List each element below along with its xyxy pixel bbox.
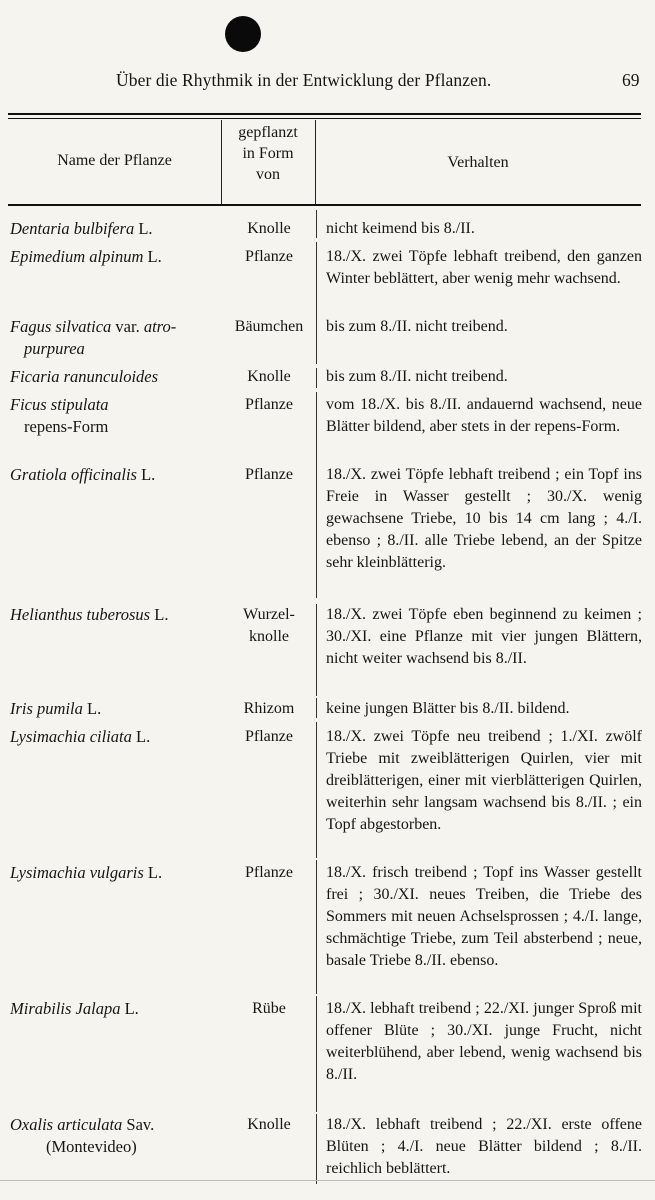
plant-behavior: 18./X. lebhaft treibend ; 22./XI. erste offene Blüten ; 4./I. neue Blätter bildend ; 8./II. reichlich beblättert. [326,1116,642,1177]
plant-form: Pflanze [245,728,293,745]
table-row [0,464,655,604]
plant-behavior: bis zum 8./II. nicht treibend. [326,368,508,385]
table-row [0,394,655,464]
column-divider [316,392,317,464]
table-row [0,998,655,1112]
column-divider [316,604,317,696]
table-top-rule [8,113,641,115]
page-title: Über die Rhythmik in der Entwicklung der Pflanzen. [116,70,492,90]
column-header-form-line: von [256,166,280,183]
plant-name: Oxalis articulata Sav. (Montevideo) [10,1115,155,1156]
table-top-rule-thin [8,118,641,119]
plant-form: Rhizom [243,700,295,717]
column-divider [316,1114,317,1184]
table-row [0,604,655,696]
plant-form: Bäumchen [234,318,304,335]
column-divider [221,120,222,204]
plant-name: Fagus silvatica var. atro- purpurea [10,317,177,358]
plant-behavior: 18./X. lebhaft treibend ; 22./XI. junger Sproß mit offener Blüte ; 30./XI. junge Frucht, nicht weiterblühend, aber lebend, wenig wachsend bis 8./II. [326,1000,642,1083]
column-divider [316,996,317,1112]
plant-form: Pflanze [245,466,293,483]
table-row [0,366,655,390]
table-row [0,218,655,242]
header-bottom-rule [8,204,641,206]
plant-form: Rübe [252,1000,286,1017]
plant-name: Dentaria bulbifera L. [10,219,153,238]
table-row [0,726,655,862]
plant-behavior: 18./X. frisch treibend ; Topf ins Wasser gestellt frei ; 30./XI. neues Treiben, die Triebe des Sommers mit neuen Achselsprossen ; 4./I. lange, schmächtige Triebe, zum Teil absterbend ; neue, basale Triebe 8./II. ebenso. [326,864,642,969]
plant-form: Wurzel-knolle [243,606,295,645]
column-divider [316,860,317,994]
page-number: 69 [622,70,640,90]
plant-behavior: 18./X. zwei Töpfe neu treibend ; 1./XI. zwölf Triebe mit zweiblätterigen Quirlen, vier mit dreiblätterigen, einer mit vierblätterigen Quirlen, weiterhin sehr langsam wachsend bis 8./II. ; ein Topf abgestorben. [326,728,642,833]
plant-name: Epimedium alpinum L. [10,247,162,266]
column-divider [316,210,317,238]
punch-hole [225,16,261,52]
table-row [0,1114,655,1184]
plant-name: Iris pumila L. [10,699,102,718]
page-bottom-edge [0,1180,655,1181]
plant-name: Helianthus tuberosus L. [10,605,169,624]
table-row [0,246,655,316]
column-divider [316,464,317,598]
column-divider [316,368,317,388]
plant-behavior: vom 18./X. bis 8./II. andauernd wachsend, neue Blätter bildend, aber stets in der repens-Form. [326,396,642,435]
column-divider [315,120,316,204]
plant-name: Ficus stipulata repens-Form [10,395,109,436]
column-divider [316,242,317,316]
column-header-name: Name der Pflanze [57,152,172,169]
running-head [0,68,655,94]
plant-form: Pflanze [245,396,293,413]
column-header-behavior: Verhalten [447,154,509,171]
column-divider [316,722,317,858]
plant-name: Lysimachia vulgaris L. [10,863,163,882]
column-divider [316,316,317,364]
plant-behavior: 18./X. zwei Töpfe lebhaft treibend, den ganzen Winter beblättert, aber wenig mehr wachsend. [326,248,642,287]
plant-name: Gratiola officinalis L. [10,465,156,484]
plant-name: Lysimachia ciliata L. [10,727,151,746]
plant-form: Knolle [247,220,291,237]
table-row [0,698,655,722]
plant-name: Mirabilis Jalapa L. [10,999,139,1018]
column-header-form-line: in Form [242,145,294,162]
plant-behavior: 18./X. zwei Töpfe lebhaft treibend ; ein Topf ins Freie in Wasser gestellt ; 30./X. wenig gewachsene Triebe, 10 bis 14 cm lang ; 4./I. ebenso ; 8./II. alle Triebe lebend, an der Spitze sehr kleinblätterig. [326,466,642,571]
plant-form: Knolle [247,368,291,385]
plant-name: Ficaria ranunculoides [10,367,159,386]
plant-form: Knolle [247,1116,291,1133]
plant-behavior: bis zum 8./II. nicht treibend. [326,318,508,335]
plant-behavior: nicht keimend bis 8./II. [326,220,475,237]
column-header-form-line: gepflanzt [238,124,298,141]
table-row [0,862,655,994]
plant-behavior: 18./X. zwei Töpfe eben beginnend zu keimen ; 30./XI. eine Pflanze mit vier jungen Blättern, nicht weiter wachsend bis 8./II. [326,606,642,667]
plant-behavior: keine jungen Blätter bis 8./II. bildend. [326,700,570,717]
column-divider [316,698,317,718]
plant-form: Pflanze [245,248,293,265]
column-header-form [221,122,315,185]
plant-form: Pflanze [245,864,293,881]
table-row [0,316,655,364]
